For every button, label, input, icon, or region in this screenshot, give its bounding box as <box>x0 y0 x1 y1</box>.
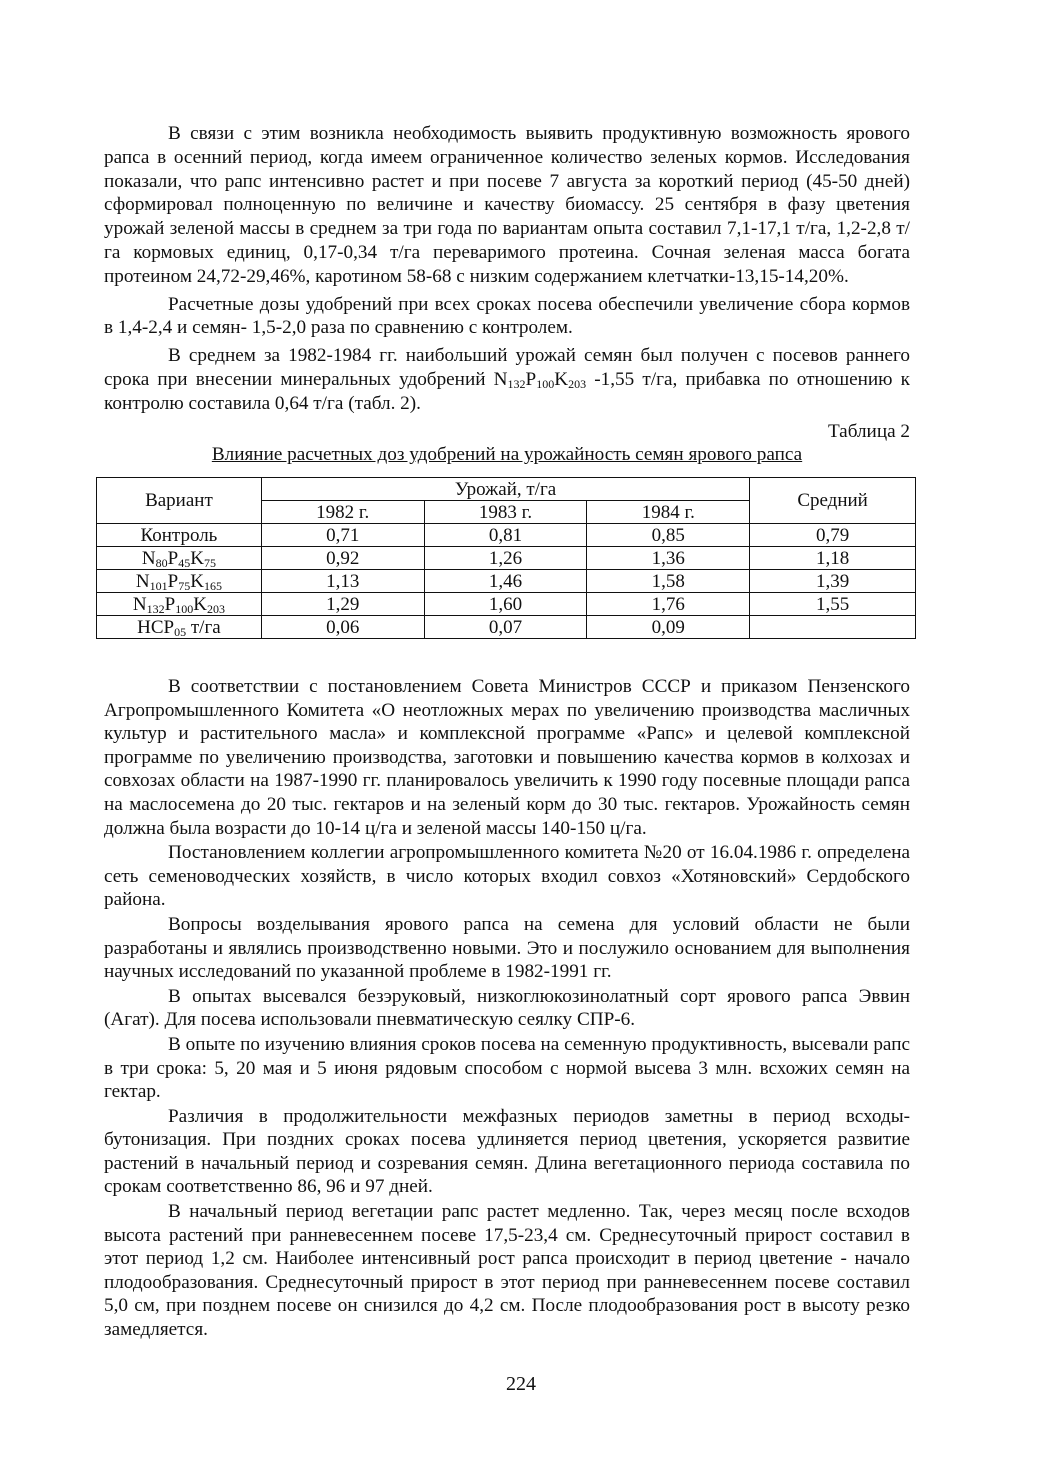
paragraph-fertilizer-doses: Расчетные дозы удобрений при всех сроках посева обеспечили увеличение сбора кормов в 1,4-2,4 и семян- 1,5-2,0 раза по сравнению с контролем. <box>104 293 910 339</box>
header-year: 1982 г. <box>261 501 424 524</box>
mean-cell: 1,39 <box>750 570 916 593</box>
value-cell: 0,71 <box>261 524 424 547</box>
paragraph-research-basis: Вопросы возделывания ярового рапса на семена для условий области не были разработаны и являлись производственно новыми. Это и послужило основанием для выполнения научных исследований по указанной проблеме в 1982-1991 гг. <box>104 913 910 983</box>
table-row <box>97 524 916 547</box>
value-cell: 1,26 <box>424 547 587 570</box>
value-cell: 1,46 <box>424 570 587 593</box>
paragraph-seed-farms: Постановлением коллегии агропромышленного комитета №20 от 16.04.1986 г. определена сеть семеноводческих хозяйств, в число которых входил совхоз «Хотяновский» Сердобского района. <box>104 842 910 911</box>
paragraph-growth: В начальный период вегетации рапс растет медленно. Так, через месяц после всходов высота растений при ранневесеннем посеве 17,5-23,4 см. Среднесуточный прирост составил в этот период 1,2 см. Наиболее интенсивный рост рапса происходит в период цветение - начало плодообразования. Среднесуточный прирост в этот период при ранневесеннем посеве составил 5,0 см, при позднем посеве он снизился до 4,2 см. После плодообразования рост в высоту резко замедляется. <box>104 1201 910 1341</box>
table-row <box>97 570 916 593</box>
paragraph-autumn-rapeseed: В связи с этим возникла необходимость выявить продуктивную возможность ярового рапса в осенний период, когда имеем ограниченное количество зеленых кормов. Исследования показали, что рапс интенсивно растет и при посеве 7 августа за короткий период (45-50 дней) сформировал полноценную по величине и качеству биомассу. 25 сентября в фазу цветения урожай зеленой массы в среднем за три года по вариантам опыта составил 7,1-17,1 т/га, 1,2-2,8 т/га кормовых единиц, 0,17-0,34 т/га переваримого протеина. Сочная зеленая масса богата протеином 24,72-29,46%, каротином 58-68 с низким содержанием клетчатки-13,15-14,20%. <box>104 123 910 287</box>
table-row-hsr <box>97 616 916 639</box>
paragraph-variety: В опытах высевался безэруковый, низкоглюкозинолатный сорт ярового рапса Эввин (Агат). Для посева использовали пневматическую сеялку СПР-6. <box>104 985 910 1031</box>
value-cell: 0,85 <box>587 524 750 547</box>
mean-cell <box>750 616 916 639</box>
variant-cell: $N_{80}P_{45}K_{75}$ <box>97 547 262 570</box>
value-cell: 1,36 <box>587 547 750 570</box>
header-mean: Средний <box>750 478 916 524</box>
paragraph-sowing-dates: В опыте по изучению влияния сроков посева на семенную продуктивность, высевали рапс в три срока: 5, 20 мая и 5 июня рядовым способом с нормой высева 3 млн. всхожих семян на гектар. <box>104 1033 910 1103</box>
value-cell: 1,13 <box>261 570 424 593</box>
mean-cell: 0,79 <box>750 524 916 547</box>
value-cell: 1,60 <box>424 593 587 616</box>
header-year: 1983 г. <box>424 501 587 524</box>
value-cell: 1,58 <box>587 570 750 593</box>
table-row <box>97 547 916 570</box>
variant-cell: Контроль <box>97 524 262 547</box>
value-cell: 0,07 <box>424 616 587 639</box>
value-cell: 1,76 <box>587 593 750 616</box>
variant-cell: $N_{132}P_{100}K_{203}$ <box>97 593 262 616</box>
table-header-row <box>97 478 916 501</box>
header-yield: Урожай, т/га <box>261 478 749 501</box>
paragraph-average-yield: В среднем за 1982-1984 гг. наибольший урожай семян был получен с посевов раннего срока при внесении минеральных удобрений $N_{132}P_{100}K_{203}$ -1,55 т/га, прибавка по отношению к контролю составила 0,64 т/га (табл. 2). <box>104 345 910 414</box>
page-number: 224 <box>506 1373 536 1395</box>
variant-cell: $N_{101}P_{75}K_{165}$ <box>97 570 262 593</box>
value-cell: 0,09 <box>587 616 750 639</box>
bottom-text-block <box>104 675 910 1342</box>
header-variant: Вариант <box>97 478 262 524</box>
mean-cell: 1,18 <box>750 547 916 570</box>
value-cell: 0,81 <box>424 524 587 547</box>
value-cell: 1,29 <box>261 593 424 616</box>
table-number: Таблица 2 <box>827 420 910 442</box>
value-cell: 0,92 <box>261 547 424 570</box>
yield-table <box>96 477 916 639</box>
table-row <box>97 593 916 616</box>
value-cell: 0,06 <box>261 616 424 639</box>
paragraph-program: В соответствии с постановлением Совета Министров СССР и приказом Пензенского Агропромышленного Комитета «О неотложных мерах по увеличению производства масличных культур и растительного масла» и комплексной программе «Рапс» и целевой комплексной программе по увеличению производства, заготовки и повышению качества кормов в колхозах и совхозах области на 1987-1990 гг. планировалось увеличить к 1990 году посевные площади рапса на маслосемена до 20 тыс. гектаров и на зеленый корм до 30 тыс. гектаров. Урожайность семян должна была возрасти до 10-14 ц/га и зеленой массы 140-150 ц/га. <box>104 676 910 839</box>
header-year: 1984 г. <box>587 501 750 524</box>
table-title: Влияние расчетных доз удобрений на урожайность семян ярового рапса <box>211 444 803 466</box>
variant-cell: $НСР_{05}$ т/га <box>97 616 262 639</box>
paragraph-interphase: Различия в продолжительности межфазных периодов заметны в период всходы- бутонизация. При поздних сроках посева удлиняется период цветения, ускоряется развитие растений в начальный период и созревания семян. Длина вегетационного периода составила по срокам соответственно 86, 96 и 97 дней. <box>104 1105 910 1198</box>
top-text-block <box>104 122 910 467</box>
mean-cell: 1,55 <box>750 593 916 616</box>
